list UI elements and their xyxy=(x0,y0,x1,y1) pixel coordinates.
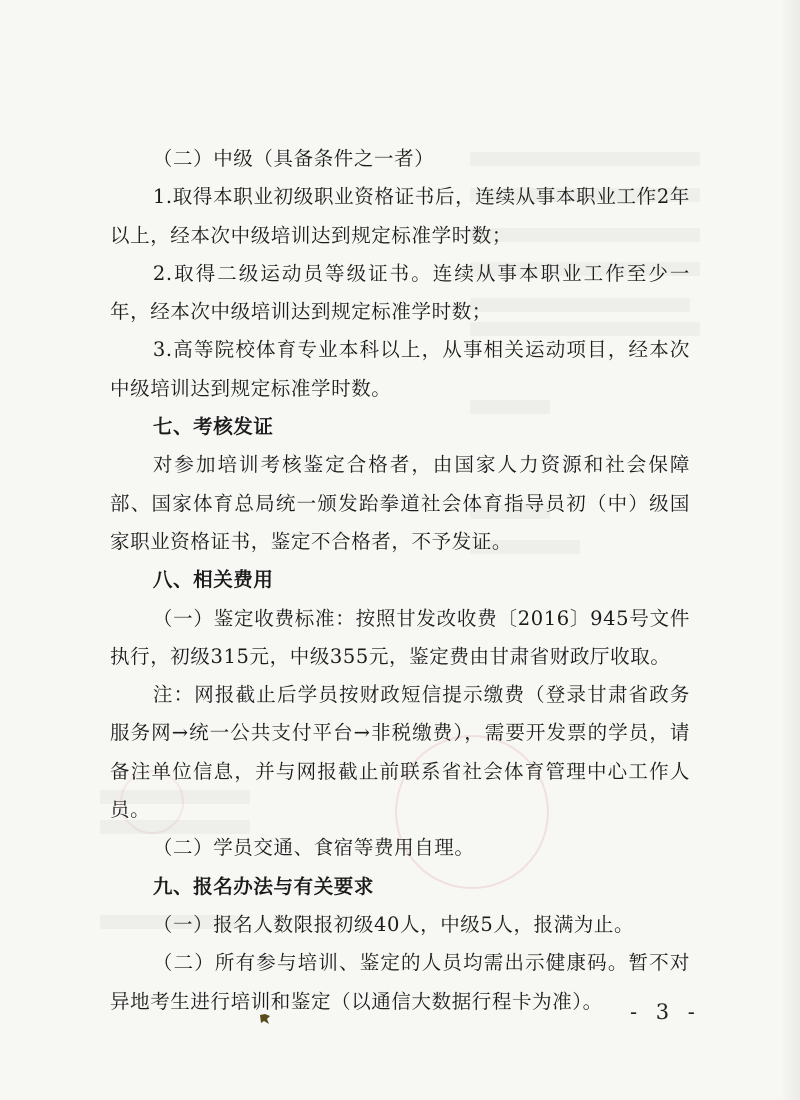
condition-3: 3.高等院校体育专业本科以上，从事相关运动项目，经本次中级培训达到规定标准学时数。 xyxy=(110,338,690,400)
paragraph-certification: 对参加培训考核鉴定合格者，由国家人力资源和社会保障部、国家体育总局统一颁发跆拳道社会体育指导员初（中）级国家职业资格证书，鉴定不合格者，不予发证。 xyxy=(110,453,690,553)
paragraph-health-code: （二）所有参与培训、鉴定的人员均需出示健康码。暂不对异地考生进行培训和鉴定（以通信大数据行程卡为准）。 xyxy=(110,951,690,1013)
heading-assessment-certification: 七、考核发证 xyxy=(152,415,274,439)
page-number: - 3 - xyxy=(630,1000,701,1024)
section-level-intermediate: （二）中级（具备条件之一者） xyxy=(152,147,435,170)
paragraph-fee-standard: （一）鉴定收费标准：按照甘发改收费〔2016〕945号文件执行，初级315元，中级355元，鉴定费由甘肃省财政厅收取。 xyxy=(110,606,690,668)
paragraph-fee-note: 注：网报截止后学员按财政短信提示缴费（登录甘肃省政务服务网→统一公共支付平台→非税缴费），需要开发票的学员，请备注单位信息，并与网报截止前联系省社会体育管理中心工作人员。 xyxy=(110,683,690,822)
condition-2: 2.取得二级运动员等级证书。连续从事本职业工作至少一年，经本次中级培训达到规定标准学时数； xyxy=(110,261,690,324)
scan-edge-shadow xyxy=(780,0,800,1100)
heading-related-fees: 八、相关费用 xyxy=(152,568,274,592)
document-body xyxy=(110,140,690,1021)
condition-1: 1.取得本职业初级职业资格证书后，连续从事本职业工作2年以上，经本次中级培训达到规定标准学时数； xyxy=(110,185,690,247)
paragraph-travel-expenses: （二）学员交通、食宿等费用自理。 xyxy=(152,836,475,860)
heading-registration: 九、报名办法与有关要求 xyxy=(152,874,374,898)
ink-blot-mark xyxy=(259,1013,271,1025)
paragraph-quota: （一）报名人数限报初级40人，中级5人，报满为止。 xyxy=(152,912,635,936)
